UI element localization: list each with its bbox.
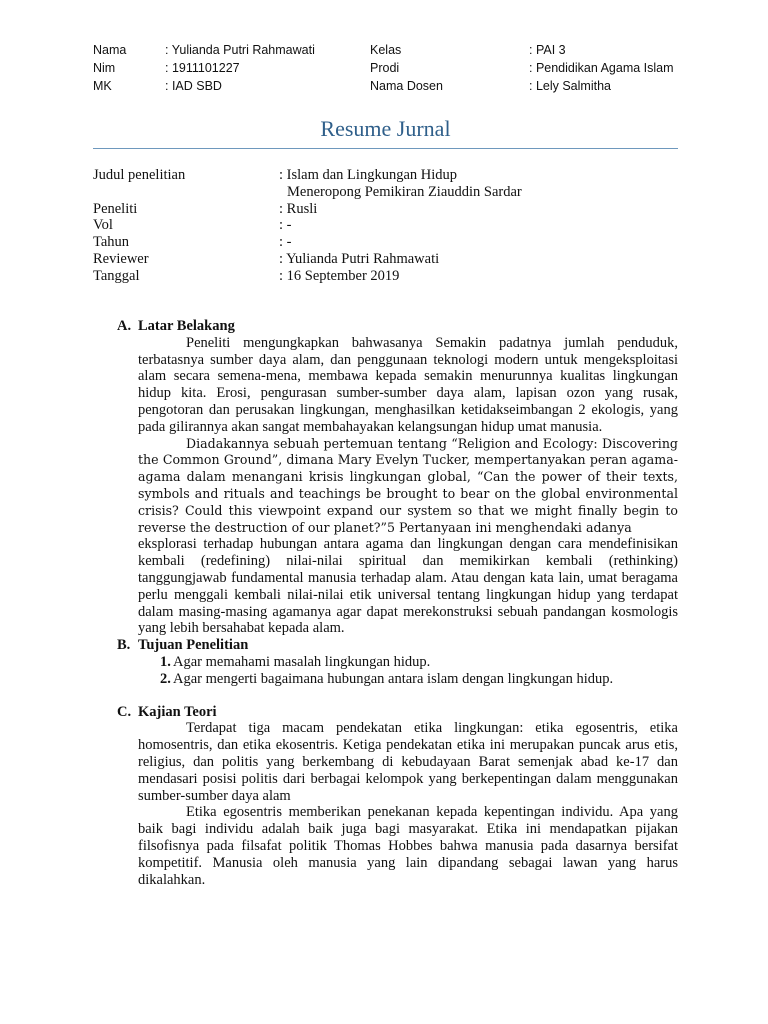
label-nama-dosen: Nama Dosen: [370, 79, 443, 93]
student-info-header: [93, 41, 693, 95]
meta-row-tahun: [93, 234, 678, 251]
meta-row-judul: [93, 167, 678, 201]
list-item: [138, 671, 678, 688]
section-heading-b: [117, 637, 678, 654]
header-row-nama: [93, 41, 693, 59]
section-letter: A.: [117, 318, 132, 334]
header-row-nim: [93, 59, 693, 77]
value-nama: : Yulianda Putri Rahmawati: [165, 43, 315, 57]
paragraph-continued: eksplorasi terhadap hubungan antara agama dan lingkungan dengan cara mendefinisikan kembali (redefining) nilai-nilai spiritual dan memikirkan kembali (rethinking) tanggungjawab fundamental manusia terhadap alam. Atau dengan kata lain, umat beragama perlu menggali kembali nilai-nilai etik universal tentang lingkungan hidup yang terdapat dalam masing-masing agamanya agar dapat merekonstruksi sebuah pandangan kosmologis yang lebih bersahabat kepada alam.: [138, 536, 678, 637]
value-kelas: : PAI 3: [529, 43, 566, 57]
journal-metadata: [93, 167, 678, 285]
paragraph: Diadakannya sebuah pertemuan tentang “Religion and Ecology: Discovering the Common Ground”, dimana Mary Evelyn Tucker, mempertanyakan peran agama-agama dalam menangani krisis lingkungan global, “Can the power of their texts, symbols and rituals and teachings be brought to bear on the global environmental crisis? Could this viewpoint expand our system so that we might finally begin to reverse the destruction of our planet?”5 Pertanyaan ini menghendaki adanya: [138, 435, 678, 535]
list-text: Agar memahami masalah lingkungan hidup.: [173, 653, 431, 670]
list-number: 2.: [160, 670, 171, 687]
list-text: Agar mengerti bagaimana hubungan antara islam dengan lingkungan hidup.: [173, 670, 614, 687]
spacer: [117, 688, 678, 704]
meta-value: [279, 167, 522, 201]
meta-value: : -: [279, 217, 292, 234]
section-title: Latar Belakang: [138, 318, 235, 334]
meta-label: Peneliti: [93, 200, 138, 217]
meta-value: : 16 September 2019: [279, 267, 400, 284]
meta-value: : -: [279, 234, 292, 251]
label-prodi: Prodi: [370, 61, 400, 75]
meta-row-reviewer: [93, 251, 678, 268]
value-prodi: : Pendidikan Agama Islam: [529, 61, 674, 75]
meta-label: Tanggal: [93, 267, 140, 284]
meta-row-vol: [93, 217, 678, 234]
value-nama-dosen: : Lely Salmitha: [529, 79, 611, 93]
meta-label: Reviewer: [93, 250, 149, 267]
meta-value: : Yulianda Putri Rahmawati: [279, 250, 440, 267]
label-nim: Nim: [93, 61, 116, 75]
label-kelas: Kelas: [370, 43, 402, 57]
meta-label: Vol: [93, 217, 113, 234]
title-divider: [93, 148, 678, 149]
section-title: Kajian Teori: [138, 703, 217, 720]
value-mk: : IAD SBD: [165, 79, 222, 93]
header-row-mk: [93, 77, 693, 95]
label-nama: Nama: [93, 43, 127, 57]
paragraph: Etika egosentris memberikan penekanan kepada kepentingan individu. Apa yang baik bagi individu adalah baik juga bagi masyarakat. Etika ini mendapatkan pijakan filsofisnya pada filsafat politik Thomas Hobbes bahwa manusia pada dasarnya bersifat kompetitif. Manusia oleh manusia yang lain dipandang sebagai lawan yang harus dikalahkan.: [138, 804, 678, 888]
list-item: [138, 654, 678, 671]
section-letter: B.: [117, 637, 131, 654]
meta-label: Judul penelitian: [93, 167, 186, 183]
section-body-a: [117, 335, 678, 637]
section-heading-a: [117, 318, 678, 335]
paragraph: Terdapat tiga macam pendekatan etika lingkungan: etika egosentris, etika homosentris, dan etika ekosentris. Ketiga pendekatan etika ini merupakan puncak arus etis, religius, dan politis yang berkembang di kebudayaan Barat semenjak abad ke-17 dan mendasari posisi politis dari berbagai kelompok yang berkepentingan dalam menggunakan sumber-sumber daya alam: [138, 720, 678, 804]
section-letter: C.: [117, 703, 132, 720]
paragraph: Peneliti mengungkapkan bahwasanya Semakin padatnya jumlah penduduk, terbatasnya sumber daya alam, dan penggunaan teknologi modern untuk mengeksploitasi alam secara semena-mena, membawa kepada semakin menurunnya kualitas lingkungan hidup kita. Erosi, pengurasan sumber-sumber daya alam, lapisan ozon yang rusak, pengotoran dan perusakan lingkungan, menghasilkan ketidakseimbangan 2 ekologis, yang pada gilirannya akan sangat membahayakan kelangsungan hidup umat manusia.: [138, 334, 678, 435]
label-mk: MK: [93, 79, 112, 93]
page-title: Resume Jurnal: [320, 116, 451, 141]
meta-value: : Rusli: [279, 200, 318, 217]
meta-row-tanggal: [93, 268, 678, 285]
list-number: 1.: [160, 653, 171, 670]
resume-sections: [117, 318, 678, 888]
objectives-list: [117, 654, 678, 688]
section-title: Tujuan Penelitian: [138, 637, 249, 654]
judul-line-2: Meneropong Pemikiran Ziauddin Sardar: [287, 183, 522, 200]
judul-line-1: : Islam dan Lingkungan Hidup: [279, 167, 458, 183]
meta-label: Tahun: [93, 234, 130, 251]
section-body-c: [117, 720, 678, 888]
section-heading-c: [117, 704, 678, 721]
meta-row-peneliti: [93, 201, 678, 218]
value-nim: : 1911101227: [165, 61, 240, 75]
